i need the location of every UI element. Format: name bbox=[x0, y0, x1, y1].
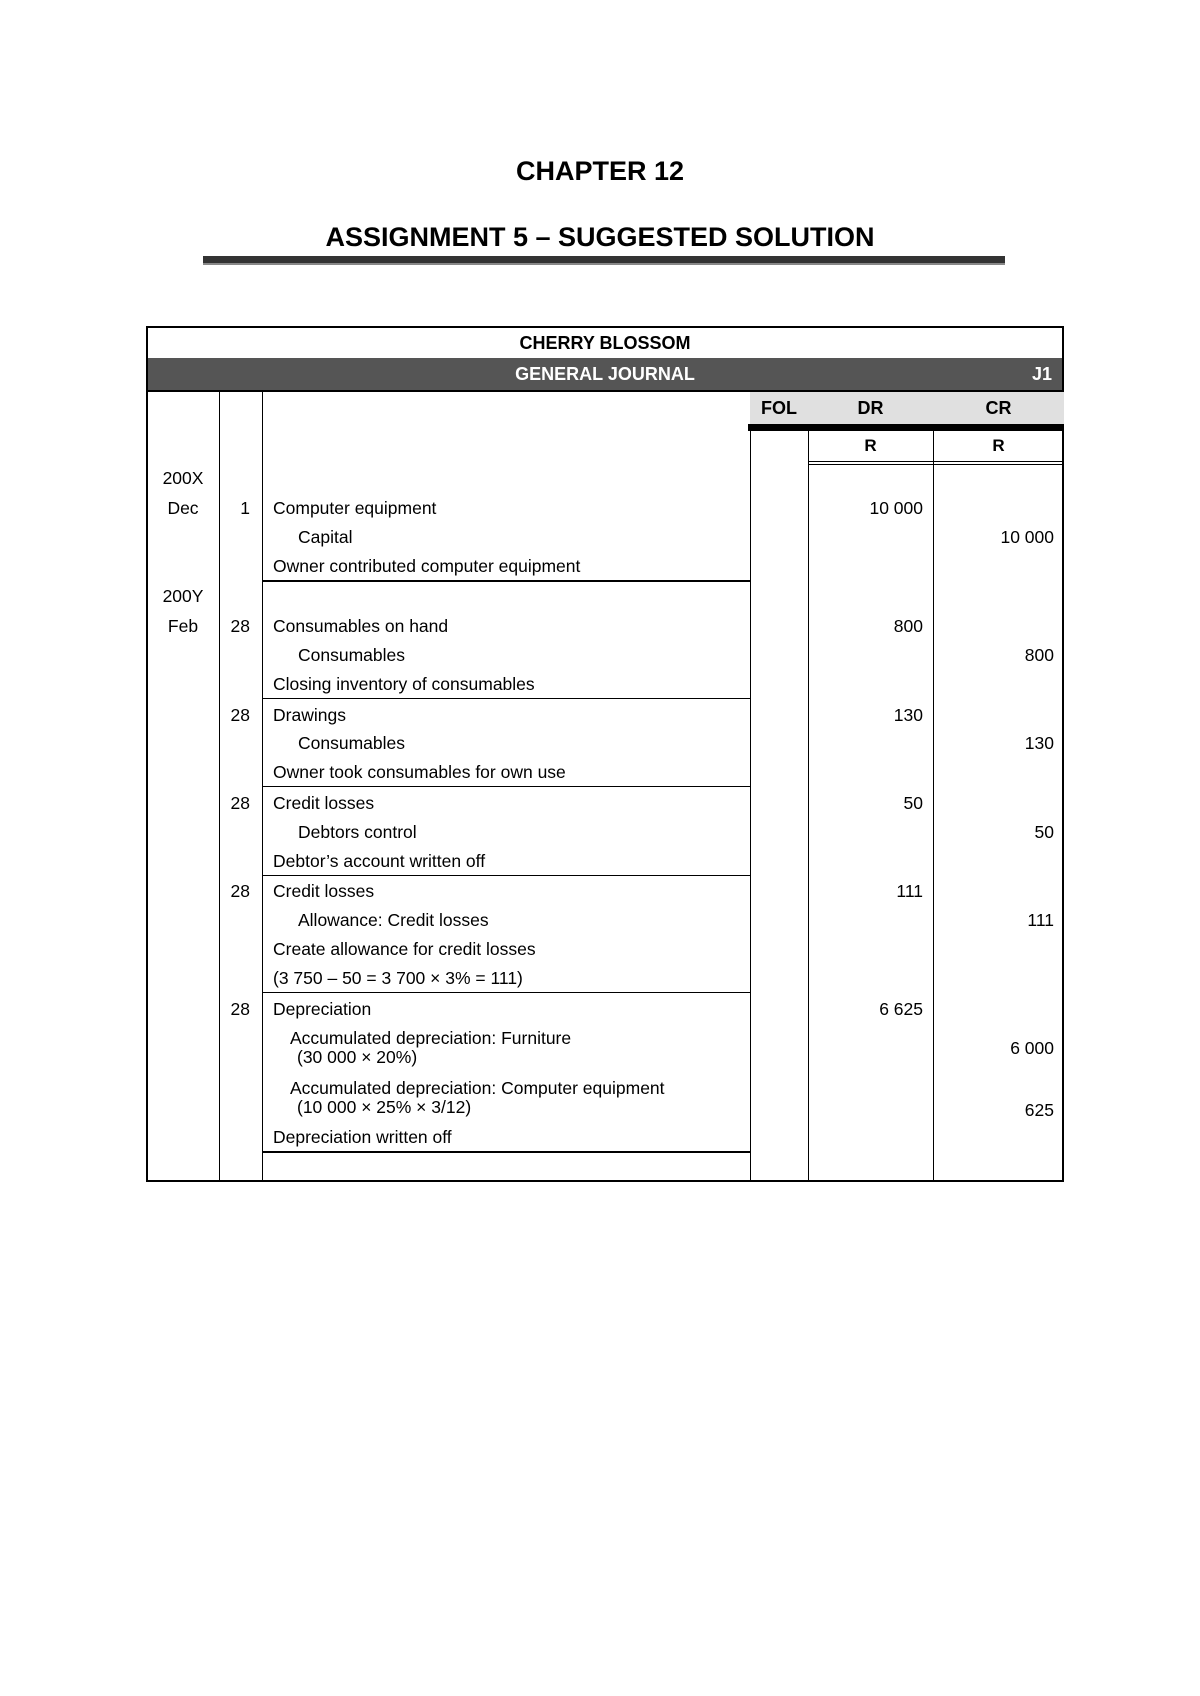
column-divider-day bbox=[262, 390, 263, 1180]
header-rule bbox=[748, 424, 1064, 431]
journal-title: GENERAL JOURNAL bbox=[515, 364, 695, 384]
narration: Depreciation written off bbox=[273, 1127, 452, 1147]
column-header-fol: FOL bbox=[750, 392, 808, 424]
entry-day: 28 bbox=[230, 881, 250, 901]
dr-amount: 111 bbox=[896, 881, 923, 901]
date-year: 200Y bbox=[162, 586, 204, 606]
assignment-title: ASSIGNMENT 5 – SUGGESTED SOLUTION bbox=[325, 222, 875, 252]
credit-account: Consumables bbox=[298, 733, 405, 753]
debit-account: Computer equipment bbox=[273, 498, 437, 518]
entry-separator bbox=[263, 698, 750, 699]
dr-amount: 6 625 bbox=[879, 999, 923, 1019]
dr-amount: 130 bbox=[893, 705, 923, 725]
debit-account: Drawings bbox=[273, 705, 346, 725]
currency-rule bbox=[808, 461, 1064, 465]
cr-amount: 6 000 bbox=[1010, 1038, 1054, 1058]
date-month: Dec bbox=[167, 498, 199, 518]
debit-account: Depreciation bbox=[273, 999, 372, 1019]
date-year: 200X bbox=[162, 468, 204, 488]
journal-title-bar bbox=[148, 358, 1062, 392]
credit-account: Consumables bbox=[298, 645, 405, 665]
cr-amount: 10 000 bbox=[1000, 527, 1054, 547]
narration: Owner contributed computer equipment bbox=[273, 556, 581, 576]
chapter-heading: CHAPTER 12 bbox=[515, 156, 685, 186]
entry-day: 28 bbox=[230, 999, 250, 1019]
credit-account: Accumulated depreciation: Furniture bbox=[290, 1028, 572, 1048]
column-header-cr: CR bbox=[933, 392, 1064, 424]
credit-account: Allowance: Credit losses bbox=[298, 910, 489, 930]
entry-separator bbox=[263, 875, 750, 876]
cr-currency: R bbox=[992, 436, 1005, 455]
title-underline bbox=[203, 256, 1005, 265]
entry-day: 28 bbox=[230, 793, 250, 813]
entry-separator bbox=[263, 1151, 750, 1153]
dr-amount: 800 bbox=[893, 616, 923, 636]
entry-separator bbox=[263, 992, 750, 993]
column-divider-details bbox=[750, 390, 751, 1180]
entry-separator bbox=[263, 580, 750, 582]
entry-day: 28 bbox=[230, 705, 250, 725]
narration: Owner took consumables for own use bbox=[273, 762, 566, 782]
cr-amount: 800 bbox=[1024, 645, 1054, 665]
column-divider-dr bbox=[933, 390, 934, 1180]
column-header-dr: DR bbox=[808, 392, 933, 424]
calculation-note: (10 000 × 25% × 3/12) bbox=[297, 1097, 472, 1117]
calculation-note: (3 750 – 50 = 3 700 × 3% = 111) bbox=[273, 968, 523, 988]
entry-day: 28 bbox=[230, 616, 250, 636]
cr-amount: 50 bbox=[1034, 822, 1054, 842]
debit-account: Credit losses bbox=[273, 881, 375, 901]
cr-amount: 130 bbox=[1024, 733, 1054, 753]
general-journal-table bbox=[146, 326, 1064, 1182]
credit-account: Debtors control bbox=[298, 822, 417, 842]
cr-amount: 625 bbox=[1024, 1100, 1054, 1120]
narration: Closing inventory of consumables bbox=[273, 674, 535, 694]
narration: Debtor’s account written off bbox=[273, 851, 486, 871]
cr-amount: 111 bbox=[1027, 910, 1054, 930]
dr-amount: 10 000 bbox=[869, 498, 923, 518]
credit-account: Capital bbox=[298, 527, 353, 547]
credit-account: Accumulated depreciation: Computer equipment bbox=[290, 1078, 665, 1098]
entry-separator bbox=[263, 786, 750, 787]
date-month: Feb bbox=[167, 616, 199, 636]
journal-ref: J1 bbox=[1031, 364, 1052, 384]
calculation-note: (30 000 × 20%) bbox=[297, 1047, 418, 1067]
dr-currency: R bbox=[864, 436, 877, 455]
entry-day: 1 bbox=[240, 498, 250, 518]
company-name: CHERRY BLOSSOM bbox=[148, 328, 1062, 360]
debit-account: Consumables on hand bbox=[273, 616, 449, 636]
debit-account: Credit losses bbox=[273, 793, 375, 813]
narration: Create allowance for credit losses bbox=[273, 939, 536, 959]
dr-amount: 50 bbox=[903, 793, 923, 813]
